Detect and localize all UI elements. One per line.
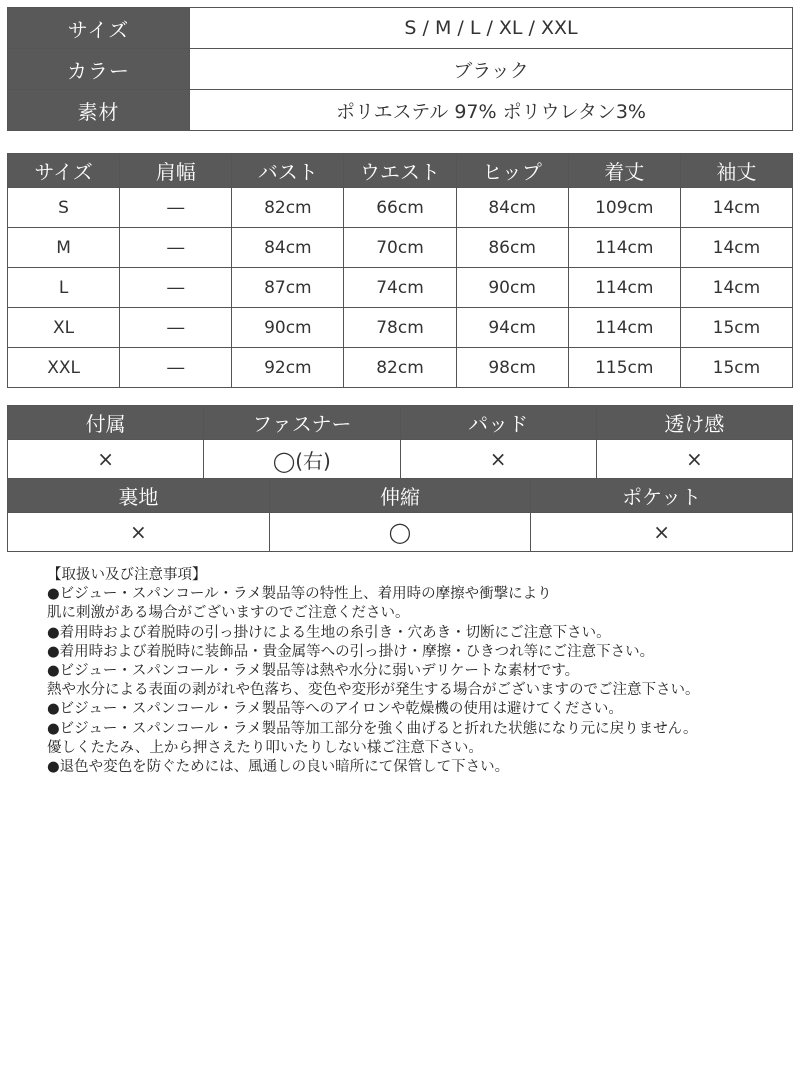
accessories-header	[8, 406, 793, 440]
table-row	[8, 188, 793, 228]
size-header-cell: バスト	[232, 154, 344, 188]
accessories-value: ◯	[269, 513, 531, 552]
size-header-cell: ウエスト	[344, 154, 456, 188]
size-cell: S	[8, 188, 120, 228]
size-cell: 14cm	[680, 268, 792, 308]
accessories-header-cell: 裏地	[8, 479, 270, 513]
size-cell: XXL	[8, 348, 120, 388]
accessories-header-cell: パッド	[400, 406, 596, 440]
size-cell: 114cm	[568, 228, 680, 268]
table-row	[8, 513, 793, 552]
size-cell: ―	[120, 348, 232, 388]
size-cell: ―	[120, 228, 232, 268]
size-cell: ―	[120, 308, 232, 348]
size-cell: 84cm	[456, 188, 568, 228]
accessories-table-1	[7, 405, 793, 479]
spec-size-label: サイズ	[8, 8, 190, 49]
accessories-header-cell: ファスナー	[204, 406, 400, 440]
size-cell: 84cm	[232, 228, 344, 268]
spec-color-label: カラー	[8, 49, 190, 90]
size-header-cell: ヒップ	[456, 154, 568, 188]
size-cell: 94cm	[456, 308, 568, 348]
size-cell: 87cm	[232, 268, 344, 308]
size-cell: 98cm	[456, 348, 568, 388]
size-cell: XL	[8, 308, 120, 348]
size-table-header	[8, 154, 793, 188]
size-table	[7, 153, 793, 388]
spec-row-color	[8, 49, 793, 90]
size-header-cell: 袖丈	[680, 154, 792, 188]
size-cell: 86cm	[456, 228, 568, 268]
table-row	[8, 268, 793, 308]
accessories-value: ×	[8, 513, 270, 552]
size-cell: 15cm	[680, 348, 792, 388]
size-cell: ―	[120, 268, 232, 308]
care-note-line: ●ビジュー・スパンコール・ラメ製品等の特性上、着用時の摩擦や衝撃により	[47, 586, 552, 603]
table-row	[8, 308, 793, 348]
size-cell: 70cm	[344, 228, 456, 268]
size-cell: 15cm	[680, 308, 792, 348]
size-cell: 14cm	[680, 188, 792, 228]
care-note-line: ●ビジュー・スパンコール・ラメ製品等は熱や水分に弱いデリケートな素材です。	[47, 662, 580, 679]
size-cell: M	[8, 228, 120, 268]
size-cell: 66cm	[344, 188, 456, 228]
size-cell: 92cm	[232, 348, 344, 388]
care-note-line: 肌に刺激がある場合がございますのでご注意ください。	[47, 605, 410, 622]
size-cell: 114cm	[568, 308, 680, 348]
care-note-line: ●退色や変色を防ぐためには、風通しの良い暗所にて保管して下さい。	[47, 758, 510, 775]
accessories-value: ×	[596, 440, 792, 479]
care-note-line: ●着用時および着脱時に装飾品・貴金属等への引っ掛け・摩擦・ひきつれ等にご注意下さい。	[47, 643, 655, 660]
size-cell: 78cm	[344, 308, 456, 348]
spec-material-label: 素材	[8, 90, 190, 131]
accessories-value: ×	[400, 440, 596, 479]
table-row	[8, 440, 793, 479]
accessories-header	[8, 479, 793, 513]
size-cell: 114cm	[568, 268, 680, 308]
spec-row-material	[8, 90, 793, 131]
size-cell: 90cm	[456, 268, 568, 308]
accessories-header-cell: ポケット	[531, 479, 793, 513]
care-notes-title: 【取扱い及び注意事項】	[47, 567, 207, 583]
care-note-line: 優しくたたみ、上から押さえたり叩いたりしない様ご注意下さい。	[47, 739, 483, 756]
accessories-value: ×	[531, 513, 793, 552]
care-notes	[47, 566, 787, 777]
size-cell: 74cm	[344, 268, 456, 308]
size-header-cell: サイズ	[8, 154, 120, 188]
table-row	[8, 348, 793, 388]
size-cell: 14cm	[680, 228, 792, 268]
size-cell: ―	[120, 188, 232, 228]
size-cell: 82cm	[344, 348, 456, 388]
accessories-header-cell: 伸縮	[269, 479, 531, 513]
care-note-line: ●ビジュー・スパンコール・ラメ製品等加工部分を強く曲げると折れた状態になり元に戻りません。	[47, 720, 698, 737]
spec-table	[7, 7, 793, 131]
spec-material-value: ポリエステル 97% ポリウレタン3%	[190, 90, 793, 131]
size-header-cell: 着丈	[568, 154, 680, 188]
accessories-table-2	[7, 478, 793, 552]
accessories-value: ×	[8, 440, 204, 479]
size-cell: 115cm	[568, 348, 680, 388]
table-row	[8, 228, 793, 268]
accessories-header-cell: 透け感	[596, 406, 792, 440]
care-note-line: 熱や水分による表面の剥がれや色落ち、変色や変形が発生する場合がございますのでご注意下さい。	[47, 682, 700, 699]
size-cell: 90cm	[232, 308, 344, 348]
spec-row-size	[8, 8, 793, 49]
size-cell: L	[8, 268, 120, 308]
size-cell: 109cm	[568, 188, 680, 228]
size-cell: 82cm	[232, 188, 344, 228]
size-header-cell: 肩幅	[120, 154, 232, 188]
accessories-header-cell: 付属	[8, 406, 204, 440]
accessories-value: ◯(右)	[204, 440, 400, 479]
care-note-line: ●着用時および着脱時の引っ掛けによる生地の糸引き・穴あき・切断にご注意下さい。	[47, 624, 611, 641]
spec-color-value: ブラック	[190, 49, 793, 90]
care-note-line: ●ビジュー・スパンコール・ラメ製品等へのアイロンや乾燥機の使用は避けてください。	[47, 701, 623, 718]
spec-size-value: S / M / L / XL / XXL	[190, 8, 793, 49]
